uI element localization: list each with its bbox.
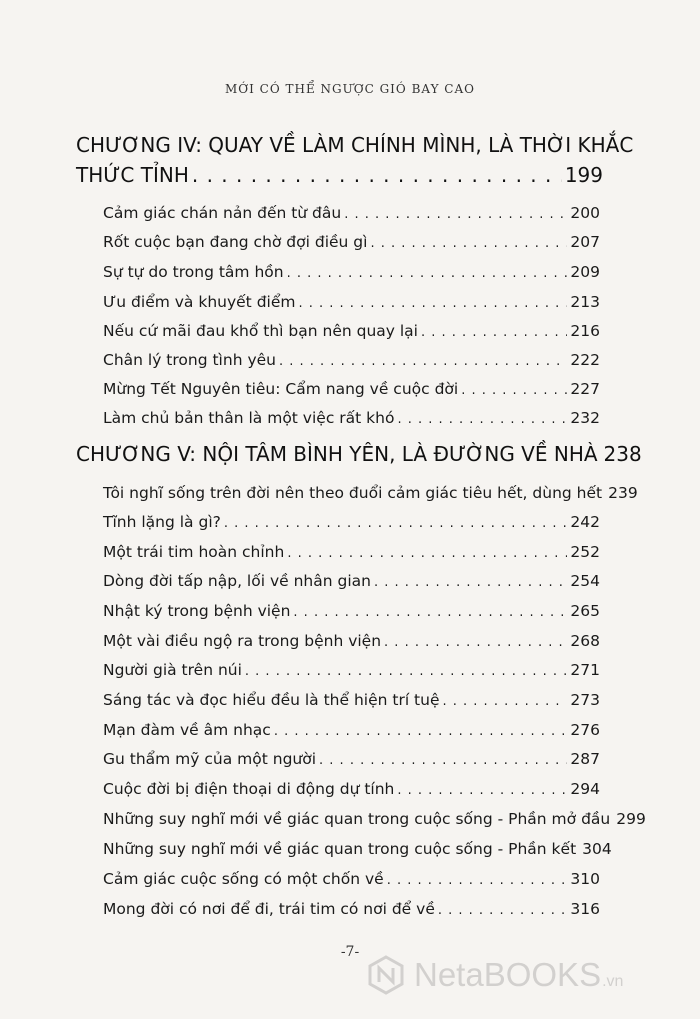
toc-entry bbox=[103, 320, 600, 344]
entry-page-number: 252 bbox=[570, 543, 600, 561]
entry-title: Mạn đàm về âm nhạc bbox=[103, 721, 271, 739]
chapter-heading bbox=[76, 130, 634, 190]
dot-leader bbox=[287, 263, 568, 285]
toc-entry bbox=[103, 202, 600, 226]
dot-leader bbox=[298, 293, 567, 315]
entry-title: Một trái tim hoàn chỉnh bbox=[103, 543, 285, 561]
entry-page-number: 239 bbox=[608, 484, 638, 502]
dot-leader bbox=[387, 870, 568, 892]
dot-leader bbox=[192, 160, 562, 190]
entry-page-number: 209 bbox=[570, 263, 600, 281]
entry-title: Sự tự do trong tâm hồn bbox=[103, 263, 284, 281]
toc-entry bbox=[103, 482, 638, 506]
entry-title: Một vài điều ngộ ra trong bệnh viện bbox=[103, 632, 382, 650]
entry-page-number: 227 bbox=[570, 380, 600, 398]
entry-page-number: 254 bbox=[570, 572, 600, 590]
dot-leader bbox=[224, 513, 568, 535]
dot-leader bbox=[461, 380, 567, 402]
toc-entry bbox=[103, 630, 600, 654]
entry-page-number: 310 bbox=[570, 870, 600, 888]
dot-leader bbox=[370, 233, 567, 255]
entry-title: Gu thẩm mỹ của một người bbox=[103, 750, 317, 768]
toc-entry bbox=[103, 748, 600, 772]
dot-leader bbox=[384, 632, 567, 654]
watermark bbox=[366, 950, 696, 1000]
entry-page-number: 265 bbox=[570, 602, 600, 620]
toc-entry bbox=[103, 570, 600, 594]
dot-leader bbox=[293, 602, 567, 624]
toc-entry bbox=[103, 231, 600, 255]
entry-page-number: 316 bbox=[570, 900, 600, 918]
toc-entry bbox=[103, 719, 600, 743]
entry-page-number: 304 bbox=[582, 840, 612, 858]
entry-title: Mừng Tết Nguyên tiêu: Cẩm nang về cuộc đời bbox=[103, 380, 459, 398]
entry-title: Tĩnh lặng là gì? bbox=[103, 513, 221, 531]
toc-entry bbox=[103, 349, 600, 373]
entry-title: Dòng đời tấp nập, lối về nhân gian bbox=[103, 572, 371, 590]
dot-leader bbox=[274, 721, 568, 743]
entry-title: Những suy nghĩ mới về giác quan trong cuộc sống - Phần kết bbox=[103, 840, 577, 858]
dot-leader bbox=[443, 691, 568, 713]
entry-page-number: 222 bbox=[570, 351, 600, 369]
dot-leader bbox=[279, 351, 567, 373]
entry-page-number: 299 bbox=[616, 810, 646, 828]
toc-entry bbox=[103, 407, 600, 431]
entry-page-number: 276 bbox=[570, 721, 600, 739]
entry-title: Ưu điểm và khuyết điểm bbox=[103, 293, 296, 311]
entry-title: Sáng tác và đọc hiểu đều là thể hiện trí tuệ bbox=[103, 691, 440, 709]
dot-leader bbox=[319, 750, 567, 772]
chapter-heading bbox=[76, 439, 642, 469]
entry-page-number: 200 bbox=[570, 204, 600, 222]
toc-entry bbox=[103, 689, 600, 713]
chapter-page-number: 199 bbox=[564, 163, 603, 187]
toc-entry bbox=[103, 778, 600, 802]
entry-page-number: 213 bbox=[570, 293, 600, 311]
running-header: MỚI CÓ THỂ NGƯỢC GIÓ BAY CAO bbox=[225, 82, 475, 96]
toc-entry bbox=[103, 808, 646, 832]
dot-leader bbox=[344, 204, 567, 226]
chapter-title-line1: CHƯƠNG V: NỘI TÂM BÌNH YÊN, LÀ ĐƯỜNG VỀ NHÀ bbox=[76, 442, 598, 466]
dot-leader bbox=[421, 322, 567, 344]
toc-entry bbox=[103, 898, 600, 922]
netabooks-logo-icon bbox=[366, 955, 406, 995]
entry-title: Làm chủ bản thân là một việc rất khó bbox=[103, 409, 395, 427]
entry-title: Rốt cuộc bạn đang chờ đợi điều gì bbox=[103, 233, 368, 251]
watermark-suffix: .vn bbox=[602, 973, 624, 990]
toc-entry bbox=[103, 541, 600, 565]
entry-page-number: 287 bbox=[570, 750, 600, 768]
entry-title: Cảm giác cuộc sống có một chốn về bbox=[103, 870, 384, 888]
toc-entry bbox=[103, 868, 600, 892]
entry-title: Chân lý trong tình yêu bbox=[103, 351, 276, 369]
toc-entry bbox=[103, 291, 600, 315]
toc-entry bbox=[103, 659, 600, 683]
entry-title: Nếu cứ mãi đau khổ thì bạn nên quay lại bbox=[103, 322, 418, 340]
dot-leader bbox=[397, 780, 567, 802]
entry-page-number: 268 bbox=[570, 632, 600, 650]
dot-leader bbox=[397, 409, 567, 431]
toc-entry bbox=[103, 261, 600, 285]
entry-title: Những suy nghĩ mới về giác quan trong cuộc sống - Phần mở đầu bbox=[103, 810, 611, 828]
entry-title: Nhật ký trong bệnh viện bbox=[103, 602, 291, 620]
dot-leader bbox=[287, 543, 567, 565]
dot-leader bbox=[374, 572, 567, 594]
entry-page-number: 232 bbox=[570, 409, 600, 427]
toc-entry bbox=[103, 511, 600, 535]
toc-entry bbox=[103, 378, 600, 402]
dot-leader bbox=[245, 661, 568, 683]
watermark-text: NetaBOOKS bbox=[414, 956, 602, 993]
entry-title: Cảm giác chán nản đến từ đâu bbox=[103, 204, 342, 222]
chapter-page-number: 238 bbox=[603, 442, 642, 466]
entry-title: Mong đời có nơi để đi, trái tim có nơi để về bbox=[103, 900, 435, 918]
entry-title: Người già trên núi bbox=[103, 661, 242, 679]
entry-title: Cuộc đời bị điện thoại di động dự tính bbox=[103, 780, 395, 798]
toc-entry bbox=[103, 838, 612, 862]
chapter-title-line1: CHƯƠNG IV: QUAY VỀ LÀM CHÍNH MÌNH, LÀ THỜI KHẮC bbox=[76, 133, 634, 157]
entry-page-number: 271 bbox=[570, 661, 600, 679]
entry-page-number: 216 bbox=[570, 322, 600, 340]
entry-page-number: 207 bbox=[570, 233, 600, 251]
entry-title: Tôi nghĩ sống trên đời nên theo đuổi cảm giác tiêu hết, dùng hết bbox=[103, 484, 603, 502]
entry-page-number: 273 bbox=[570, 691, 600, 709]
toc-entry bbox=[103, 600, 600, 624]
entry-page-number: 294 bbox=[570, 780, 600, 798]
entry-page-number: 242 bbox=[570, 513, 600, 531]
dot-leader bbox=[438, 900, 568, 922]
footer-page-number: -7- bbox=[340, 944, 360, 960]
chapter-title-line2: THỨC TỈNH bbox=[76, 163, 189, 187]
